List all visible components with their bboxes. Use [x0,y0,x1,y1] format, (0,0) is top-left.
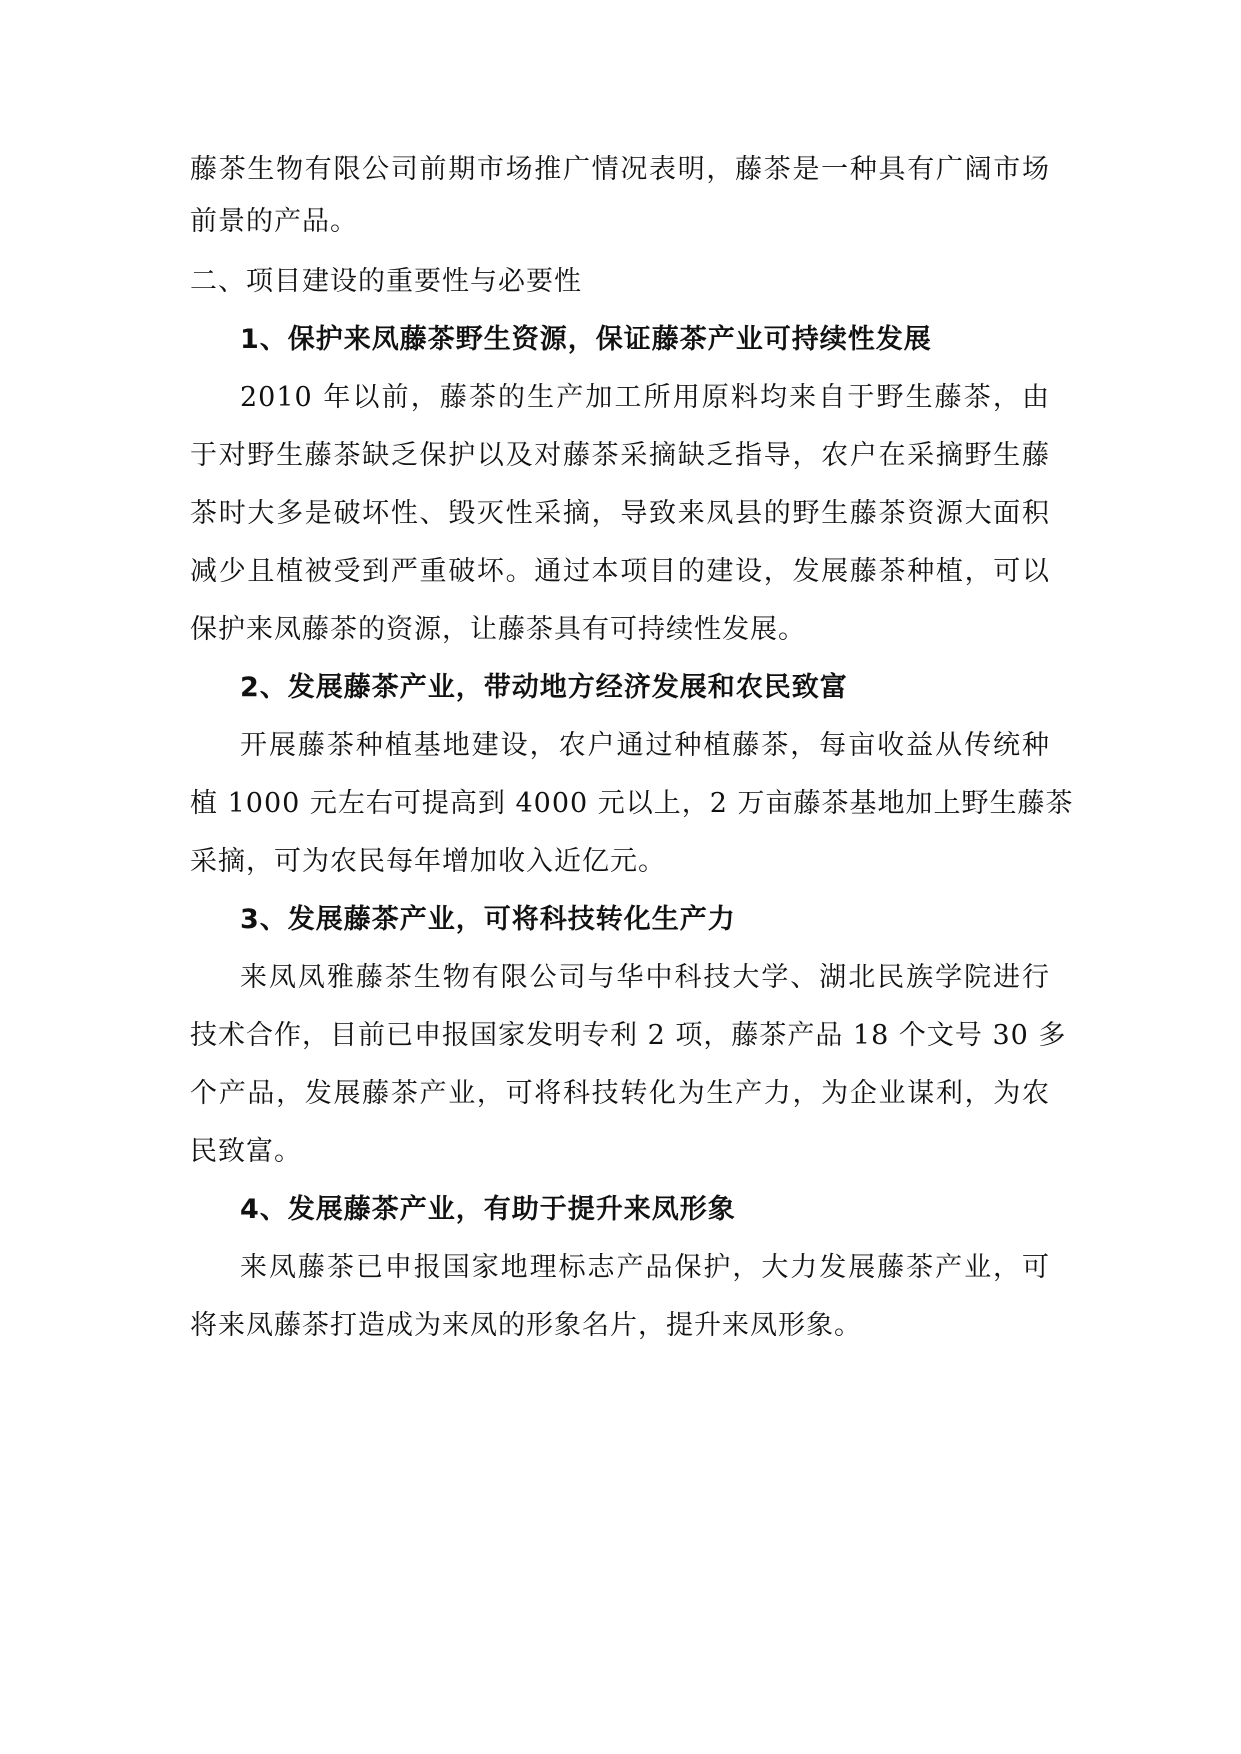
body-line: 个产品，发展藤茶产业，可将科技转化为生产力，为企业谋利，为农 [190,1078,1050,1109]
body-line: 保护来凤藤茶的资源，让藤茶具有可持续性发展。 [190,614,806,645]
body-line: 来凤藤茶已申报国家地理标志产品保护，大力发展藤茶产业，可 [240,1252,1050,1283]
body-line: 植 1000 元左右可提高到 4000 元以上，2 万亩藤茶基地加上野生藤茶 [190,788,1074,819]
body-line: 2010 年以前，藤茶的生产加工所用原料均来自于野生藤茶，由 [240,382,1050,413]
subheading: 2、发展藤茶产业，带动地方经济发展和农民致富 [240,672,848,703]
body-line: 藤茶生物有限公司前期市场推广情况表明，藤茶是一种具有广阔市场 [190,154,1050,185]
body-line: 民致富。 [190,1136,302,1167]
body-line: 开展藤茶种植基地建设，农户通过种植藤茶，每亩收益从传统种 [240,730,1050,761]
subheading: 4、发展藤茶产业，有助于提升来凤形象 [240,1194,736,1225]
body-line: 来凤凤雅藤茶生物有限公司与华中科技大学、湖北民族学院进行 [240,962,1050,993]
body-line: 茶时大多是破坏性、毁灭性采摘，导致来凤县的野生藤茶资源大面积 [190,498,1050,529]
body-line: 技术合作，目前已申报国家发明专利 2 项，藤茶产品 18 个文号 30 多 [190,1020,1067,1051]
body-line: 采摘，可为农民每年增加收入近亿元。 [190,846,666,877]
section-heading: 二、项目建设的重要性与必要性 [190,266,582,297]
body-line: 将来凤藤茶打造成为来凤的形象名片，提升来凤形象。 [190,1310,862,1341]
body-line: 前景的产品。 [190,206,358,237]
subheading: 1、保护来凤藤茶野生资源，保证藤茶产业可持续性发展 [240,324,932,355]
body-line: 减少且植被受到严重破坏。通过本项目的建设，发展藤茶种植，可以 [190,556,1050,587]
subheading: 3、发展藤茶产业，可将科技转化生产力 [240,904,736,935]
body-line: 于对野生藤茶缺乏保护以及对藤茶采摘缺乏指导，农户在采摘野生藤 [190,440,1050,471]
